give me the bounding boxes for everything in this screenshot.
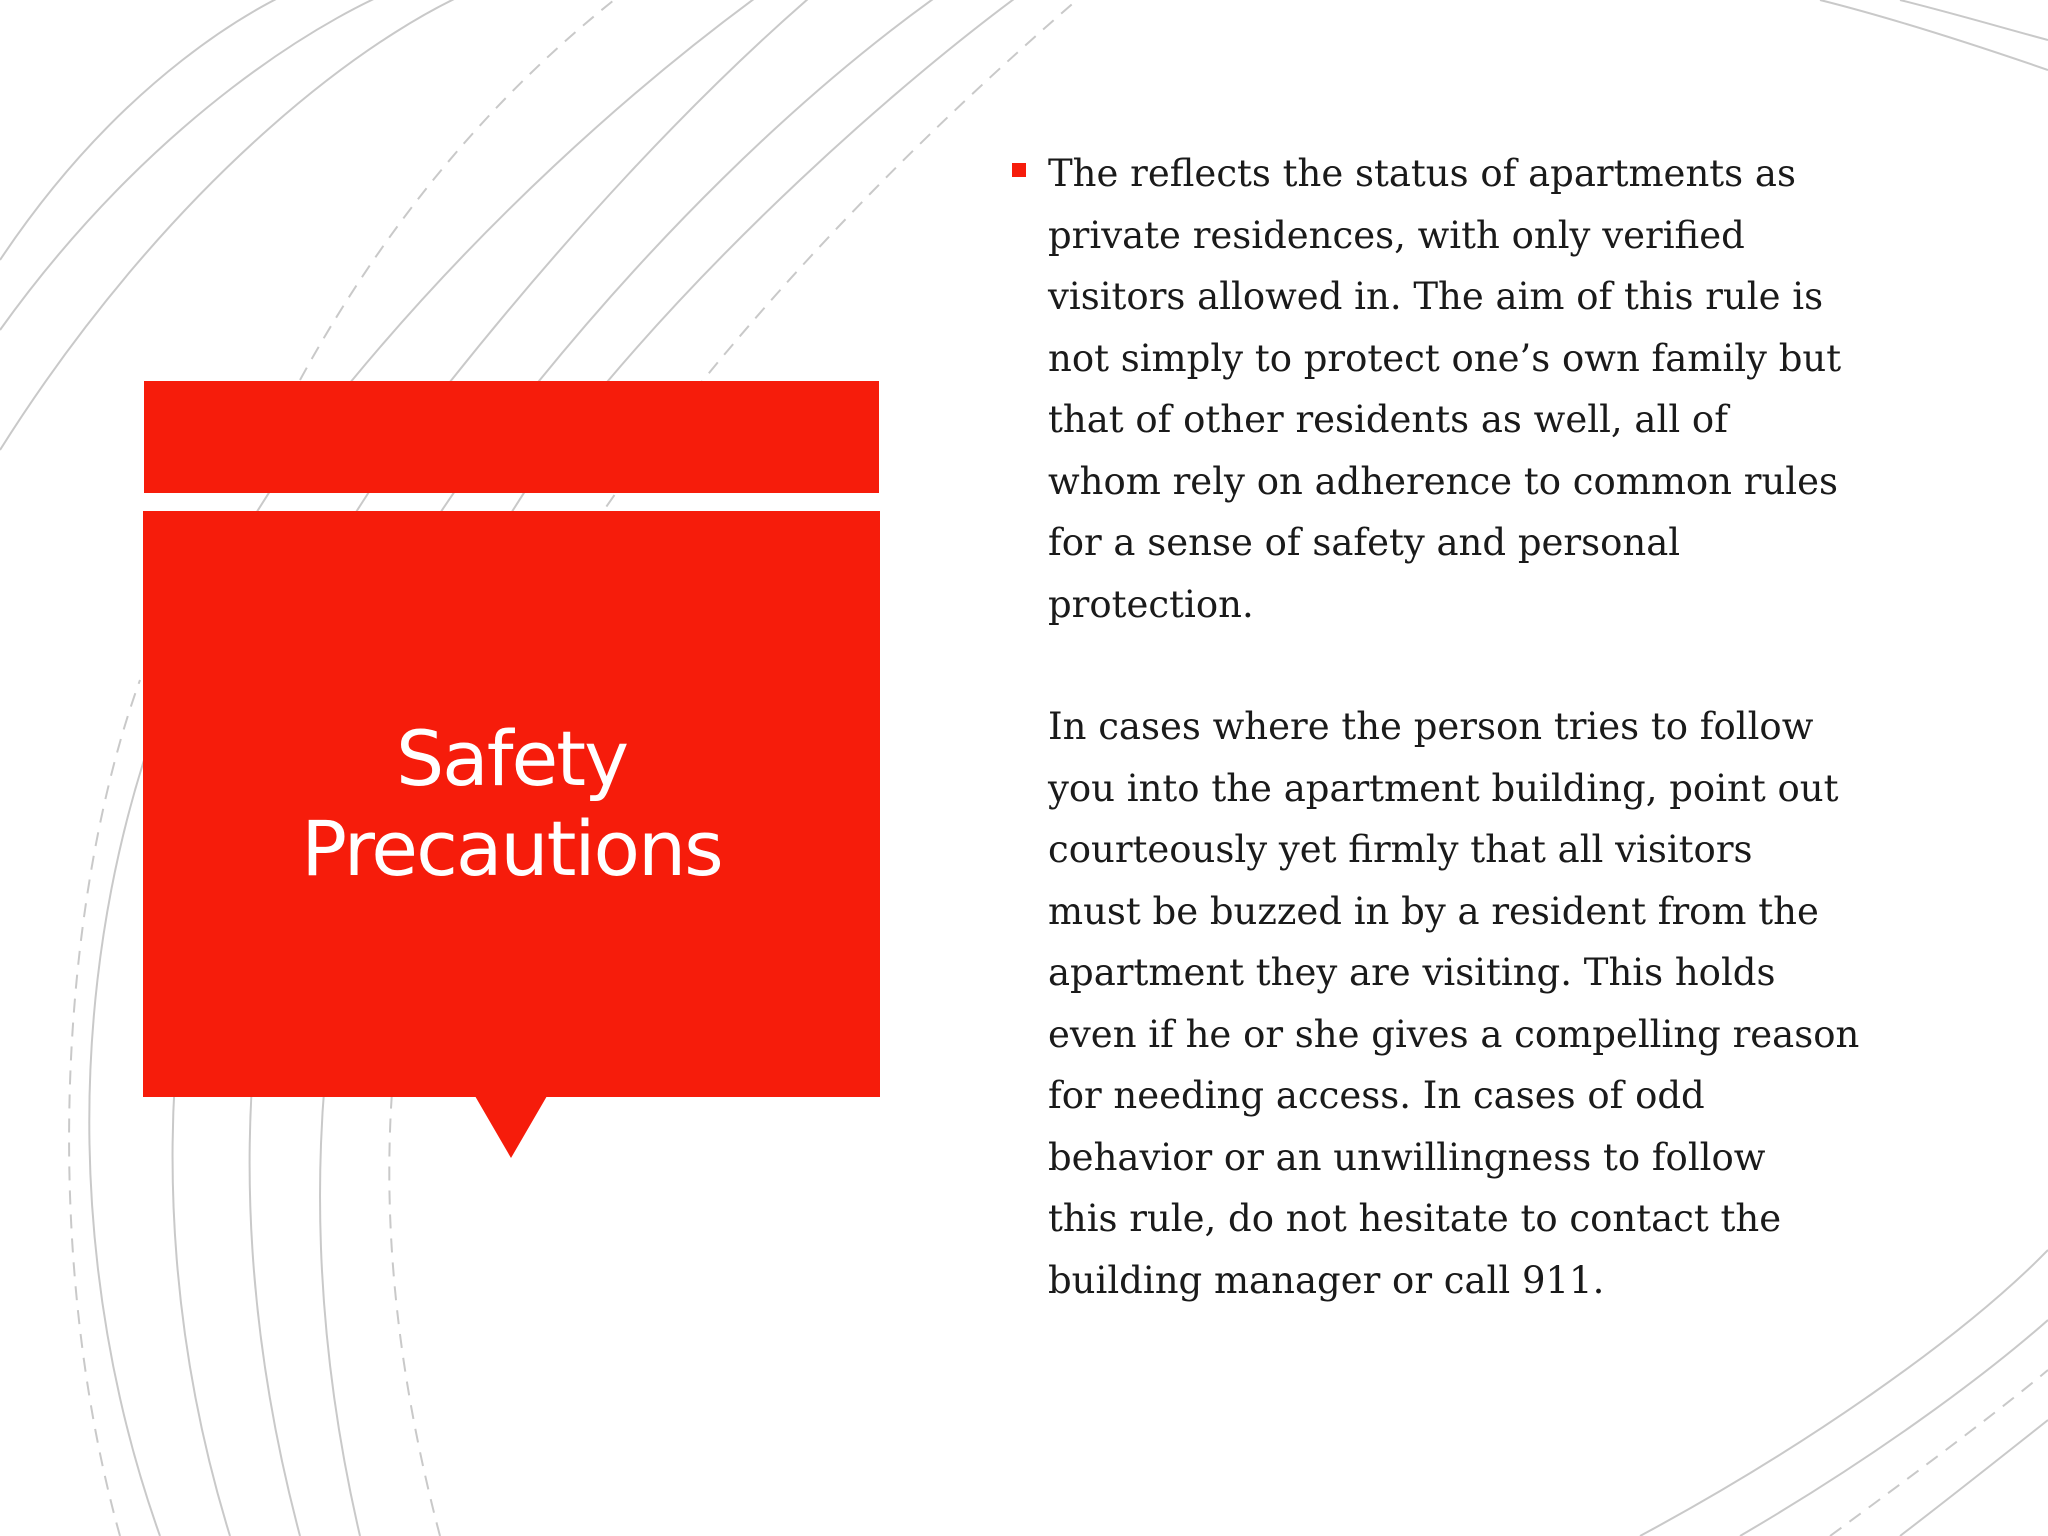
title-accent-bar (144, 381, 879, 493)
title-callout-box (143, 511, 880, 1097)
body-paragraph-1: The reflects the status of apartments as private residences, with only verified visitors allowed in. The aim of this rule is not simply to protect one’s own family but that of other residents as well, all of whom rely on adherence to common rules for a sense of safety and personal protection. (1048, 152, 1842, 626)
bullet-square-icon (1012, 163, 1026, 177)
body-paragraph-2: In cases where the person tries to follow you into the apartment building, point out courteously yet firmly that all visitors must be buzzed in by a resident from the apartment they are visiting. This holds even if he or she gives a compelling reason for needing access. In cases of odd behavior or an unwillingness to follow this rule, do not hesitate to contact the building manager or call 911. (1048, 705, 1860, 1302)
callout-pointer (475, 1096, 547, 1158)
slide-title: Safety Precautions (301, 714, 722, 893)
